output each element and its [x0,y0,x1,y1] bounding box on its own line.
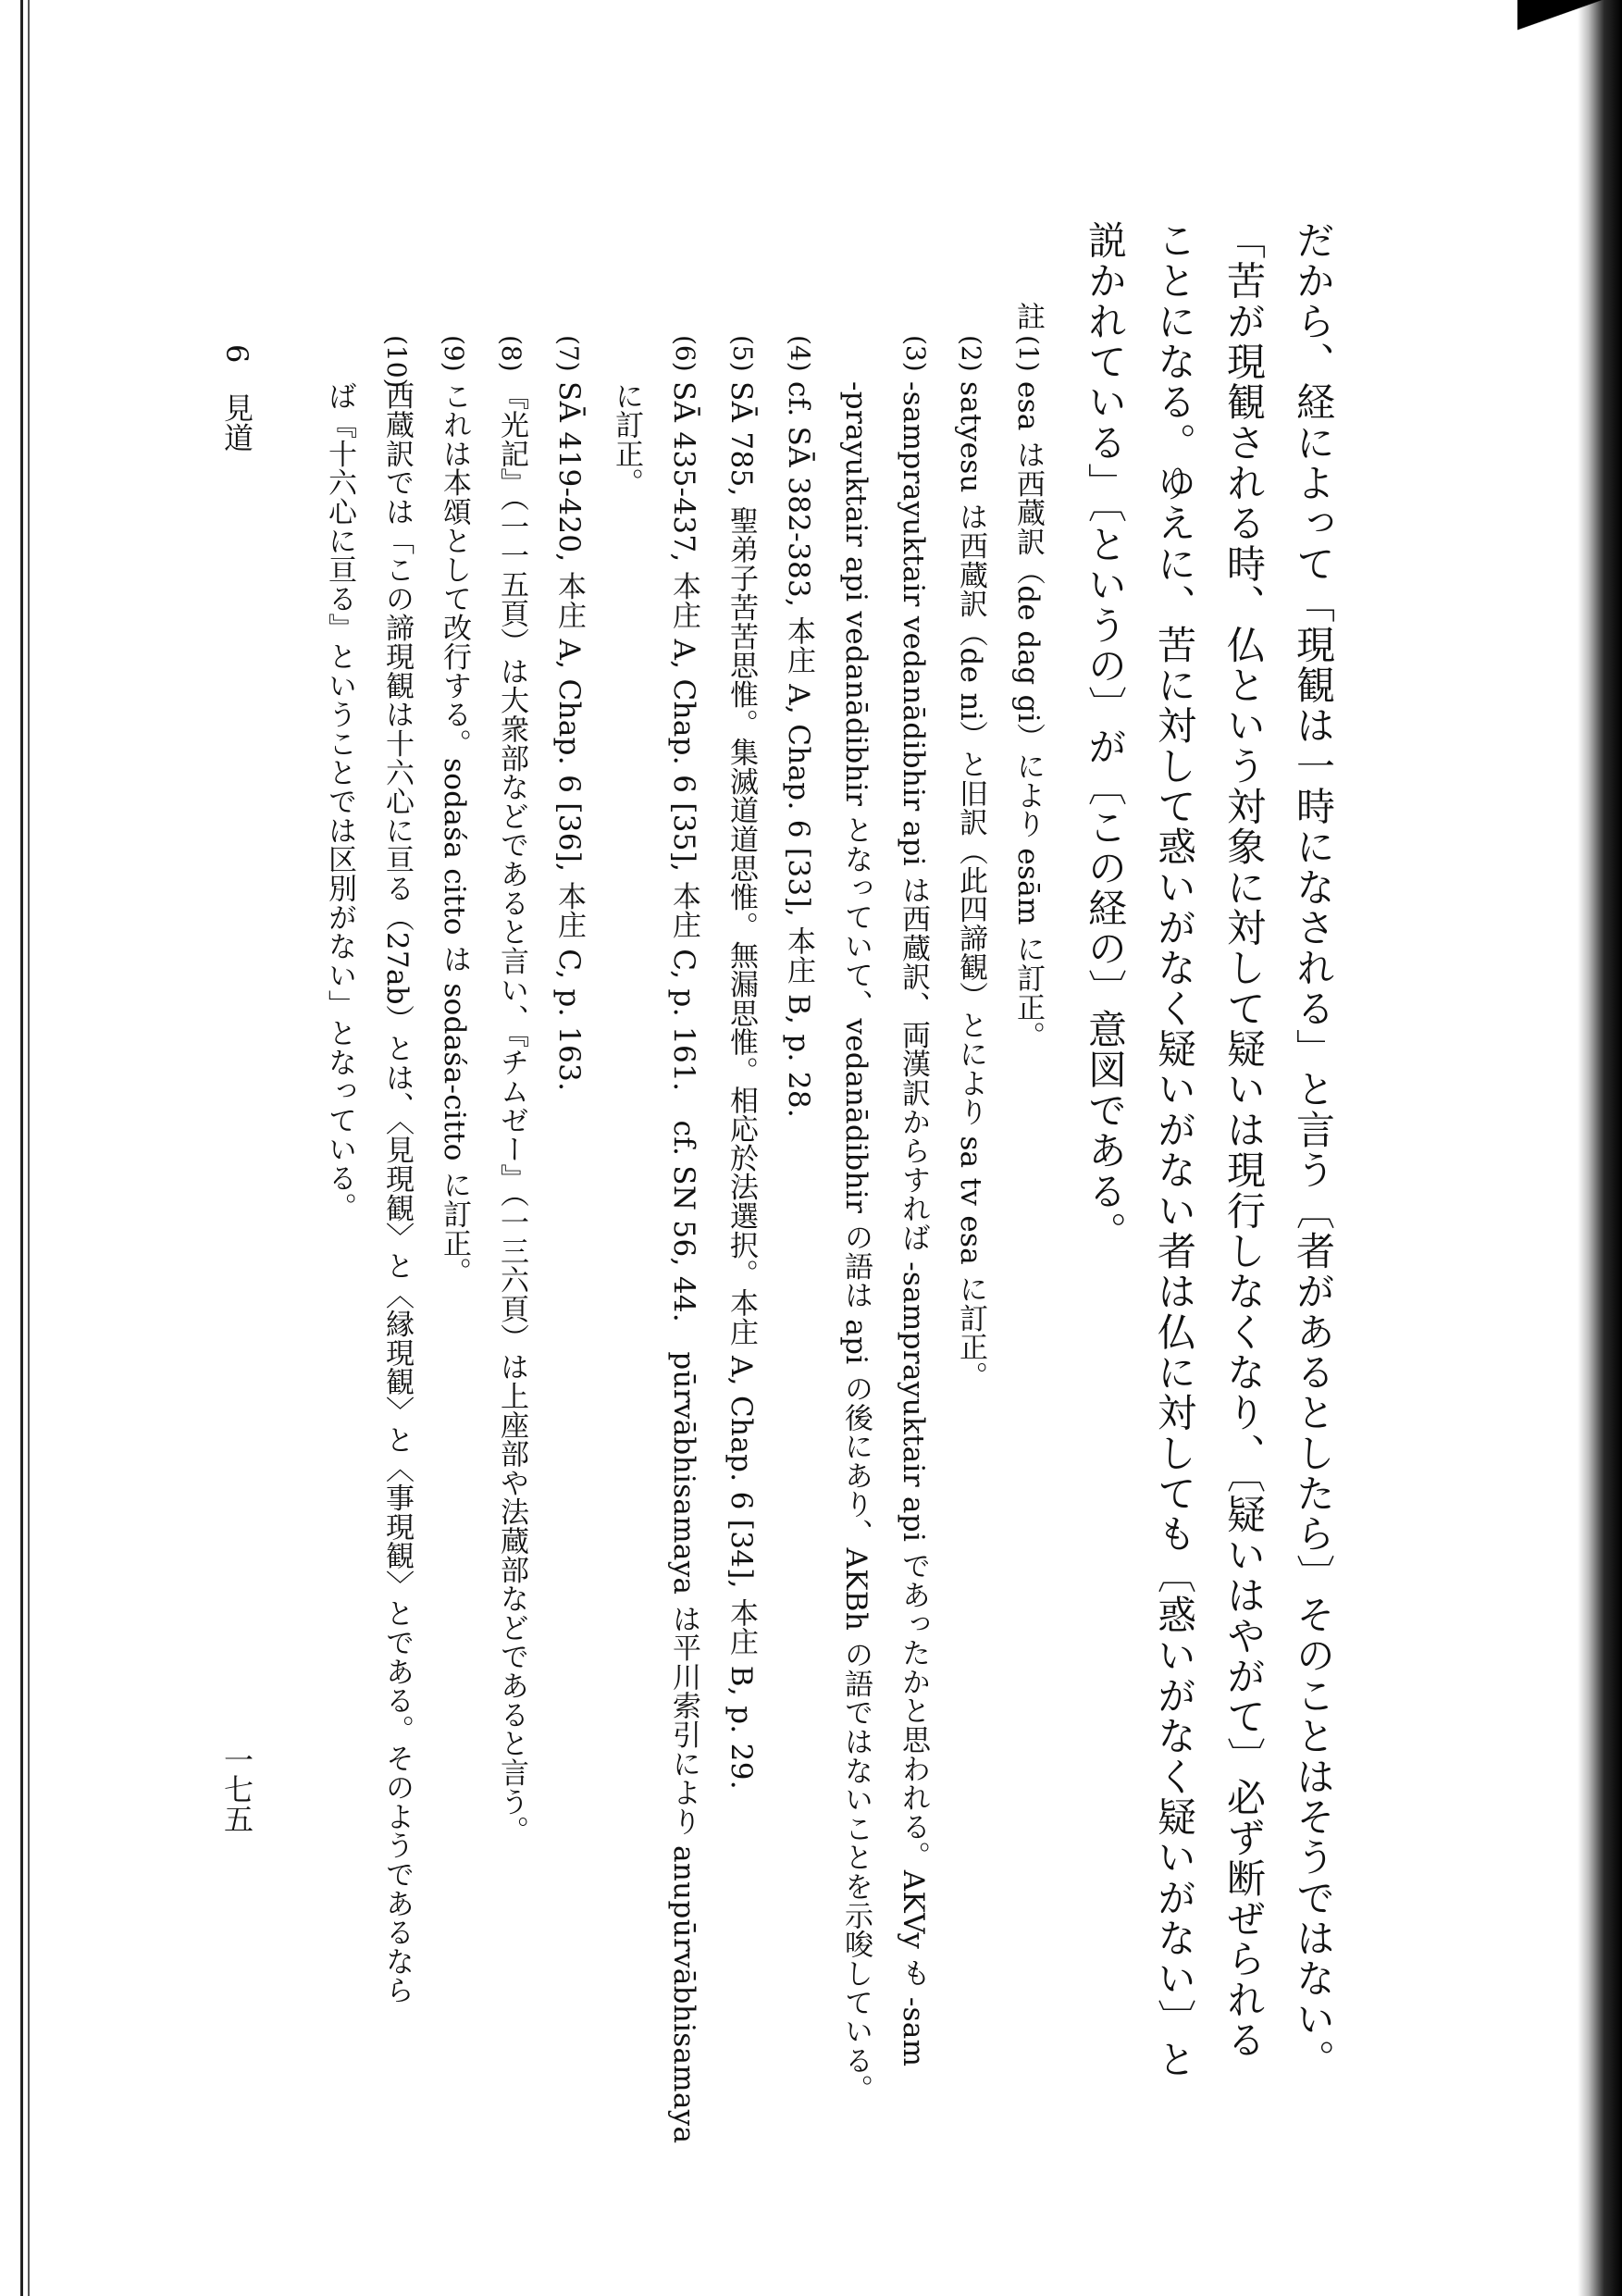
note-number: (1) [1013,335,1044,372]
right-binding-corner [1517,0,1622,37]
main-text-line-4: 説かれている」〔というの〕が〔この経の〕意図である。 [1083,220,1128,1252]
main-text-line-1: だから、経によって「現観は一時になされる」と言う〔者があるとしたら〕そのことはそうではない。 [1291,220,1336,2080]
note-number: (3) [900,335,931,372]
notes-heading: 註 [1011,302,1045,330]
note-number: (7) [553,335,584,372]
note-number: (9) [439,335,469,372]
note-text: cf. SĀ 382-383, 本庄 A, Chap. 6 [33], 本庄 B, p. 28. [782,381,815,1119]
note-text: ば『十六心に亘る』ということでは区別がない」となっている。 [323,381,356,1222]
note-number: (2) [956,335,986,372]
note-text: 『光記』（一一五頁）は大衆部などであると言い、『チムゼー』（一三六頁）は上座部や法蔵部などであると言う。 [495,381,528,1845]
left-gutter-line-2 [28,0,30,2296]
note-text: SĀ 419-420, 本庄 A, Chap. 6 [36], 本庄 C, p. 163. [552,381,586,1092]
note-text: -prayuktair api vedanādibhir となっていて、vedanādibhir の語は api の後にあり、AKBh の語ではないことを示唆している。 [839,381,873,2104]
note-number: (4) [785,335,815,372]
note-number: (10) [381,335,412,389]
note-number: (8) [496,335,526,372]
right-binding-shadow [1578,0,1622,2296]
left-gutter-line [20,0,23,2296]
note-text: satyesu は西蔵訳（de ni）と旧訳（此四諦観）とにより sa tv esa に訂正。 [954,381,987,1391]
note-text: 西蔵訳では「この諦現観は十六心に亘る（27ab）とは、〈見現観〉と〈縁現観〉と〈事現観〉とである。そのようであるなら [380,381,414,2005]
note-text: に訂正。 [610,381,643,498]
note-number: (6) [670,335,700,372]
note-text: これは本頌として改行する。sodaśa citto は sodaśa-citto に訂正。 [438,381,471,1287]
note-number: (5) [727,335,758,372]
note-text: SĀ 785, 聖弟子苦苦思惟。集滅道道思惟。無漏思惟。相応於法選択。本庄 A, Chap. 6 [34], 本庄 B, p. 29. [724,381,758,1790]
page-number: 一七五 [219,1744,254,1833]
note-text: SĀ 435-437, 本庄 A, Chap. 6 [35], 本庄 C, p. 161. cf. SN 56, 44. pūrvābhisamaya は平川索引により anupūrvābhisamaya [667,381,700,2144]
main-text-line-3: ことになる。ゆえに、苦に対して惑いがなく疑いがない者は仏に対しても〔惑いがなく疑いがない〕と [1152,220,1197,2080]
note-text: -samprayuktair vedanādibhir api は西蔵訳、両漢訳からすれば -samprayuktair api であったかと思われる。AKVy も -sam [897,381,930,2067]
main-text-line-2: 「苦が現観される時、仏という対象に対して疑いは現行しなくなり、〔疑いはやがて〕必ず断ぜられる [1221,220,1267,2061]
note-text: esa は西蔵訳（de dag gi）により esām に訂正。 [1011,381,1045,1051]
section-title: 6 見道 [219,344,254,453]
